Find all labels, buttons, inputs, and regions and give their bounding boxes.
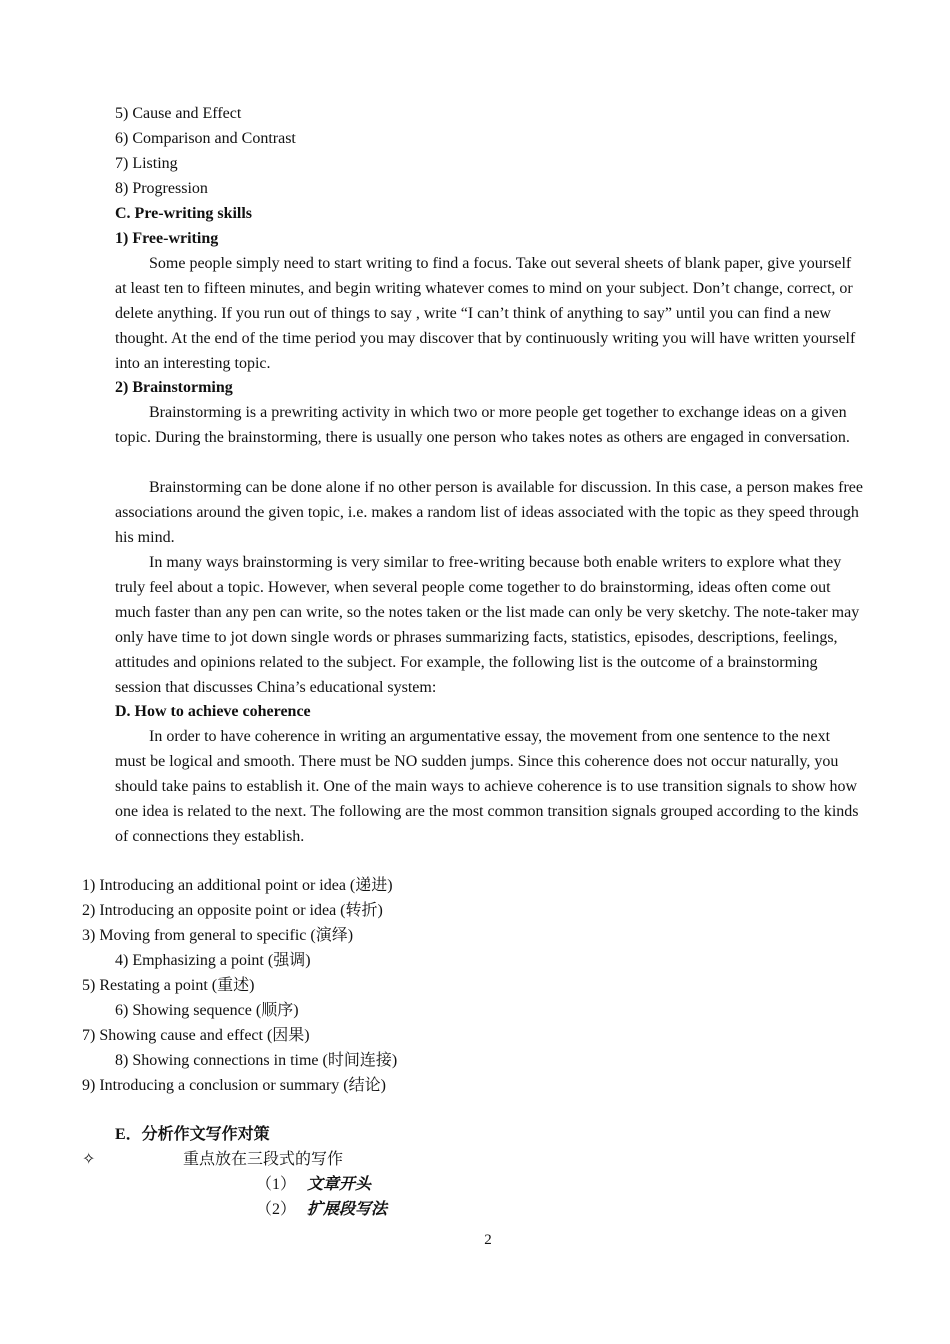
sub-item-text: 扩展段写法 xyxy=(307,1201,388,1218)
brainstorming-paragraph-1: Brainstorming is a prewriting activity in which two or more people get together to exchange ideas on a given topic. During the brainstorming, there is usually one person who takes notes as others are engaged in conversation. xyxy=(115,404,850,446)
transition-item: 6) Showing sequence (顺序) xyxy=(115,1002,299,1019)
sub-item-text: 文章开头 xyxy=(307,1176,372,1193)
section-c-heading: C. Pre-writing skills xyxy=(115,205,253,222)
transition-item: 9) Introducing a conclusion or summary (结论) xyxy=(82,1077,386,1094)
transition-item: 1) Introducing an additional point or idea (递进) xyxy=(82,877,393,894)
brainstorming-paragraph-3: In many ways brainstorming is very similar to free-writing because both enable writers to explore what they truly feel about a topic. However, when several people come together to do brainstorming, ideas often come out much faster than any pen can write, so the notes taken or the list made can only be very sketchy. The note-taker may only have time to jot down single words or phrases summarizing facts, statistics, episodes, descriptions, feelings, attitudes and opinions related to the subject. For example, the following list is the outcome of a brainstorming session that discusses China’s educational system: xyxy=(115,554,860,696)
free-writing-paragraph: Some people simply need to start writing to find a focus. Take out several sheets of blank paper, give yourself at least ten to fifteen minutes, and begin writing whatever comes to mind on your subject. Don’t change, correct, or delete anything. If you run out of things to say , write “I can’t think of anything to say” until you can find a new thought. At the end of the time period you may discover that by continuously writing you will have written yourself into an interesting topic. xyxy=(115,255,856,372)
sub-item-number: （2） xyxy=(256,1201,297,1218)
section-d-heading: D. How to achieve coherence xyxy=(115,703,311,720)
list-item: 7) Listing xyxy=(115,155,178,172)
list-item: 5) Cause and Effect xyxy=(115,105,242,122)
transition-item: 4) Emphasizing a point (强调) xyxy=(115,952,311,969)
diamond-bullet-icon: ✧ xyxy=(82,1151,96,1168)
transition-item: 5) Restating a point (重述) xyxy=(82,977,255,994)
free-writing-heading: 1) Free-writing xyxy=(115,230,219,247)
page-number: 2 xyxy=(484,1232,492,1248)
transition-item: 2) Introducing an opposite point or idea (转折) xyxy=(82,902,383,919)
bullet-text: 重点放在三段式的写作 xyxy=(183,1151,344,1168)
transition-item: 8) Showing connections in time (时间连接) xyxy=(115,1052,398,1069)
sub-item-number: （1） xyxy=(256,1176,297,1193)
brainstorming-paragraph-2: Brainstorming can be done alone if no other person is available for discussion. In this case, a person makes free associations around the given topic, i.e. makes a random list of ideas associated with the topic as they speed through his mind. xyxy=(115,479,864,546)
list-item: 8) Progression xyxy=(115,180,208,197)
coherence-paragraph: In order to have coherence in writing an argumentative essay, the movement from one sentence to the next must be logical and smooth. There must be NO sudden jumps. Since this coherence does not occur naturally, you should take pains to establish it. One of the main ways to achieve coherence is to use transition signals to show how one idea is related to the next. The following are the most common transition signals grouped according to the kinds of connections they establish. xyxy=(115,728,859,845)
section-e-heading: E．分析作文写作对策 xyxy=(115,1126,270,1143)
brainstorming-heading: 2) Brainstorming xyxy=(115,379,233,396)
transition-item: 3) Moving from general to specific (演绎) xyxy=(82,927,354,944)
list-item: 6) Comparison and Contrast xyxy=(115,130,296,147)
transition-item: 7) Showing cause and effect (因果) xyxy=(82,1027,310,1044)
